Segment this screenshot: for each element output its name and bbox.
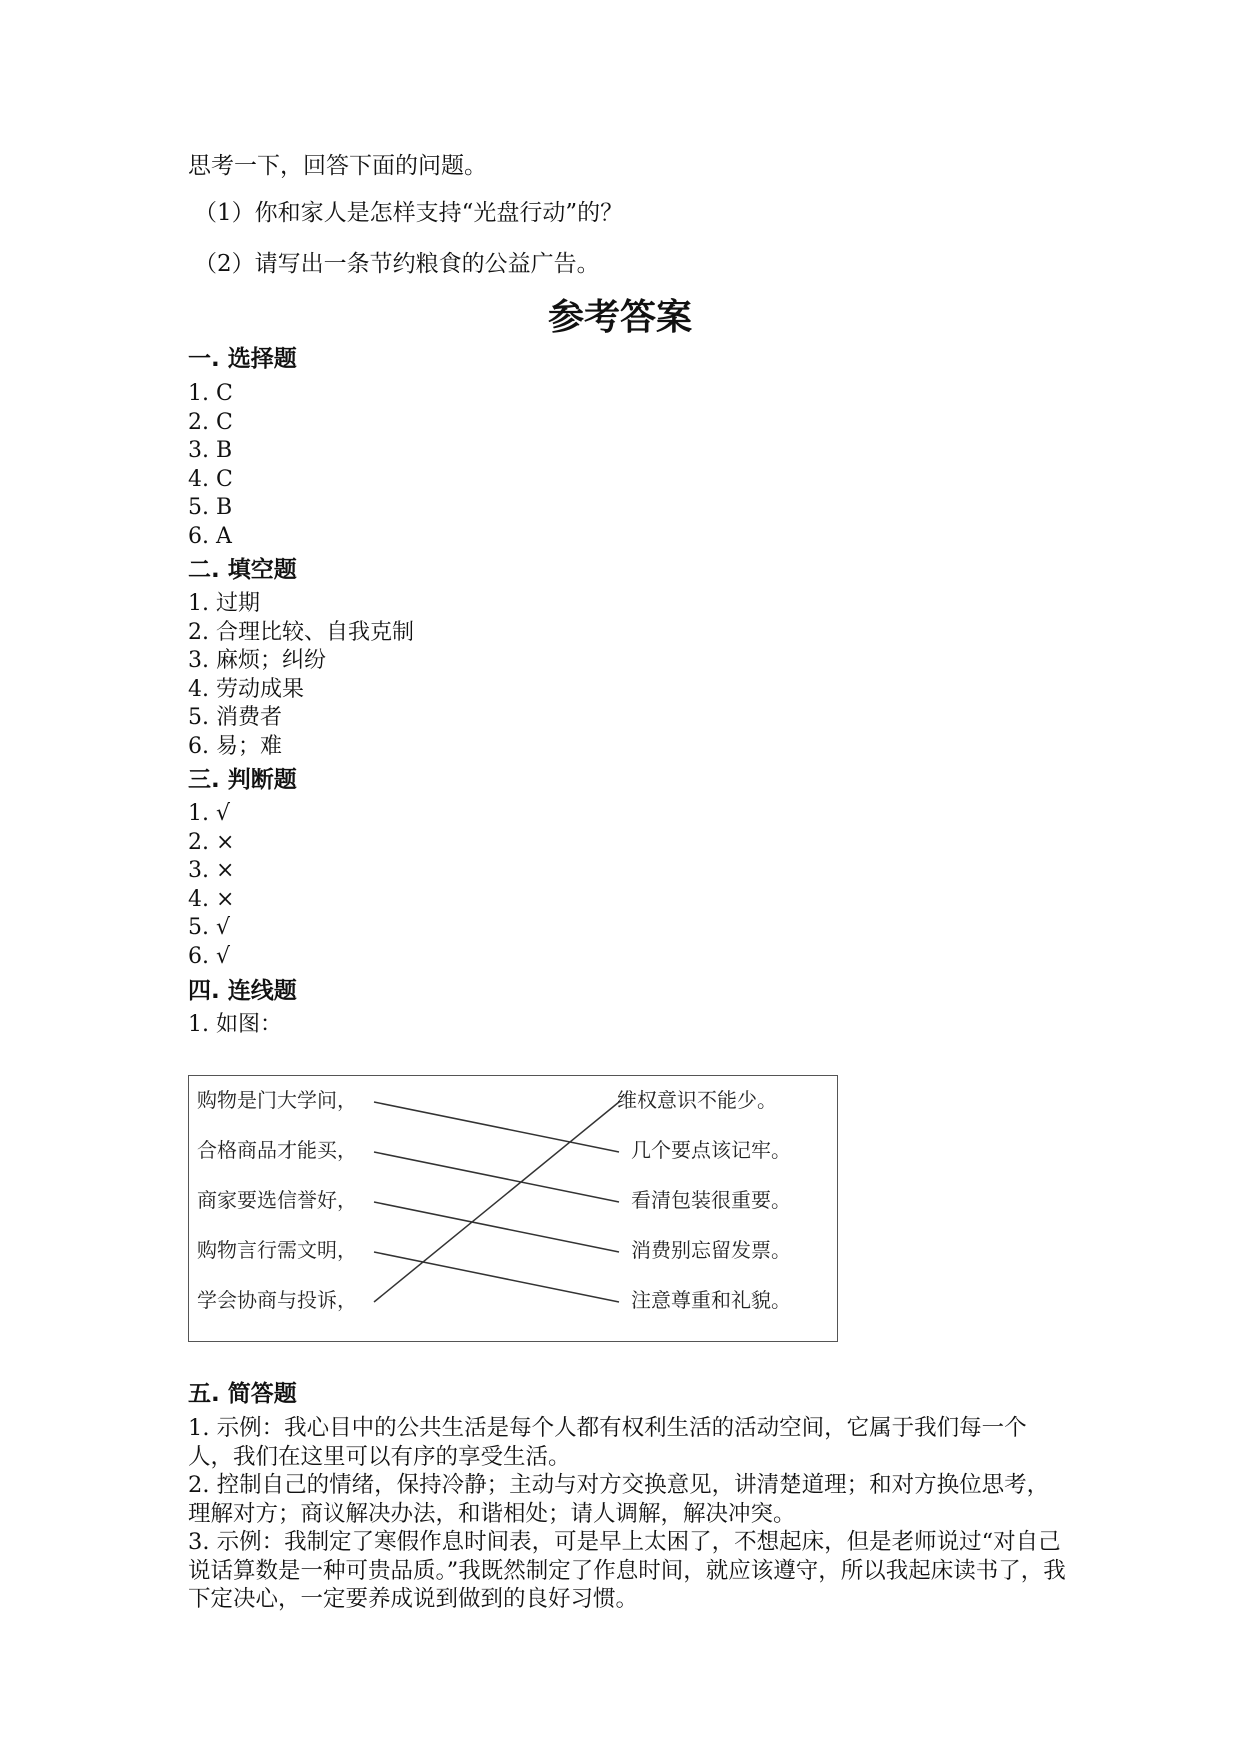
match-left-item: 购物言行需文明， <box>197 1238 357 1262</box>
match-left-item: 商家要选信誉好， <box>197 1188 357 1212</box>
section-title-fill: 二. 填空题 <box>188 557 297 583</box>
list-item: 5. 消费者 <box>188 705 282 731</box>
list-item: 6. 易；难 <box>188 733 282 759</box>
match-right-item: 维权意识不能少。 <box>617 1088 777 1112</box>
match-right-item: 看清包装很重要。 <box>631 1188 791 1212</box>
list-item: 2. 合理比较、自我克制 <box>188 619 414 645</box>
essay-answer: 2. 控制自己的情绪，保持冷静；主动与对方交换意见，讲清楚道理；和对方换位思考，理解对方；商议解决办法，和谐相处；请人调解，解决冲突。 <box>188 1472 1050 1527</box>
list-item: 6. A <box>188 523 232 549</box>
list-item: 5. √ <box>188 915 231 941</box>
match-link-line <box>374 1102 619 1152</box>
match-left-item: 学会协商与投诉， <box>197 1288 357 1312</box>
match-link-line <box>374 1152 619 1202</box>
match-link-line <box>374 1102 619 1302</box>
list-item: 1. 如图： <box>188 1012 282 1037</box>
list-item: 1. √ <box>188 801 231 826</box>
list-item: 6. √ <box>188 943 231 969</box>
list-item: 4. C <box>188 466 233 492</box>
list-item: 4. 劳动成果 <box>188 676 304 702</box>
list-item: 3. B <box>188 438 233 464</box>
match-link-line <box>374 1252 619 1302</box>
match-right-item: 注意尊重和礼貌。 <box>631 1288 791 1312</box>
section-title-match: 四. 连线题 <box>188 978 297 1004</box>
list-item: 2. × <box>188 829 235 855</box>
match-intro <box>188 1011 282 1040</box>
list-item: 1. 过期 <box>188 591 260 616</box>
judge-answer-list <box>188 800 234 972</box>
essay-answer: 1. 示例：我心目中的公共生活是每个人都有权利生活的活动空间，它属于我们每一个人，我们在这里可以有序的享受生活。 <box>188 1415 1027 1470</box>
list-item: 5. B <box>188 495 233 521</box>
essay-answer-list <box>188 1414 1068 1614</box>
list-item: 4. × <box>188 886 235 912</box>
question-sub-1: （1）你和家人是怎样支持“光盘行动”的？ <box>194 200 624 226</box>
list-item: 2. C <box>188 409 233 435</box>
list-item: 3. 麻烦；纠纷 <box>188 648 326 674</box>
match-right-item: 消费别忘留发票。 <box>631 1238 791 1262</box>
page-title: 参考答案 <box>547 297 692 338</box>
match-left-item: 购物是门大学问， <box>197 1088 357 1112</box>
matching-diagram <box>188 1075 838 1342</box>
fill-answer-list <box>188 590 414 762</box>
choice-answer-list <box>188 380 233 552</box>
question-intro: 思考一下，回答下面的问题。 <box>188 153 487 179</box>
list-item: 3. × <box>188 858 235 884</box>
section-title-essay: 五. 简答题 <box>188 1381 297 1407</box>
match-right-item: 几个要点该记牢。 <box>631 1138 791 1162</box>
section-title-choice: 一. 选择题 <box>188 346 297 372</box>
question-sub-2: （2）请写出一条节约粮食的公益广告。 <box>194 251 600 277</box>
essay-answer: 3. 示例：我制定了寒假作息时间表，可是早上太困了，不想起床，但是老师说过“对自己说话算数是一种可贵品质。”我既然制定了作息时间，就应该遵守，所以我起床读书了，我下定决心，一定要养成说到做到的良好习惯。 <box>188 1529 1066 1612</box>
section-title-judge: 三. 判断题 <box>188 767 297 793</box>
list-item: 1. C <box>188 381 233 406</box>
match-link-line <box>374 1202 619 1252</box>
match-left-item: 合格商品才能买， <box>197 1138 357 1162</box>
